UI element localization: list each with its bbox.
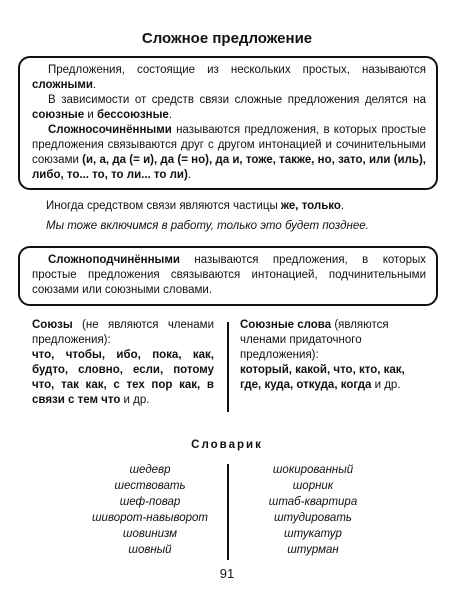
text: (являются членами придаточного предложения):	[240, 319, 389, 361]
section-title: Сложное предложение	[141, 30, 313, 47]
text: и др.	[120, 394, 150, 406]
dictionary-right-column	[238, 462, 388, 558]
dictionary-word: штурман	[287, 544, 339, 556]
dictionary-word: шовинизм	[122, 528, 178, 540]
column-header	[240, 318, 422, 363]
conjunction-list: (и, а, да (= и), да (= но), да и, тоже, также, но, зато, или (иль), либо, то... то, то ли... то ли)	[32, 154, 426, 181]
dictionary-title: Словарик	[191, 439, 263, 451]
definition-complex	[32, 63, 426, 93]
dictionary-word: шорник	[292, 480, 334, 492]
term-complex: сложными	[32, 79, 93, 91]
definition-box-compound	[18, 56, 438, 190]
dictionary-word: шедевр	[129, 464, 171, 476]
term-asyndetic: бессоюзные	[96, 109, 169, 121]
dictionary-left-column	[75, 462, 225, 558]
definition-types	[32, 93, 426, 123]
term-complex-subordinate: Сложноподчинёнными	[48, 254, 180, 266]
dictionary-word: шокированный	[272, 464, 354, 476]
definition-compound	[32, 123, 426, 183]
dictionary-word: шествовать	[114, 480, 186, 492]
text: .	[168, 109, 173, 121]
column-body	[32, 348, 214, 408]
column-body	[240, 363, 422, 393]
text: В зависимости от средств связи сложные предложения делятся на	[48, 94, 426, 106]
text: Предложения, состоящие из нескольких простых, называются	[48, 64, 426, 76]
dictionary-word: шеф-повар	[119, 496, 181, 508]
text: и др.	[371, 379, 401, 391]
dictionary-divider	[227, 464, 229, 560]
particles-note	[46, 199, 436, 214]
definition-box-complex	[18, 246, 438, 306]
dictionary-word: шовный	[128, 544, 172, 556]
column-divider	[227, 322, 229, 412]
conjunctive-words-list: который, какой, что, кто, как, где, куда, откуда, когда	[240, 364, 405, 391]
dictionary-word: штукатур	[284, 528, 342, 540]
definition-complex-subordinate	[32, 253, 426, 298]
column-header	[32, 318, 214, 348]
text: и	[84, 109, 97, 121]
page-number: 91	[219, 566, 235, 581]
conjunctions-column	[32, 318, 214, 408]
dictionary-word: штаб-квартира	[268, 496, 358, 508]
column-title: Союзные слова	[240, 319, 332, 331]
term-compound: Сложносочинёнными	[48, 124, 172, 136]
text: .	[92, 79, 97, 91]
example-sentence: Мы тоже включимся в работу, только это будет позднее.	[46, 220, 369, 232]
particles: же, только	[280, 200, 341, 212]
text: .	[340, 200, 345, 212]
column-title: Союзы	[32, 319, 73, 331]
text: называются предложения, в которых простые предложения связываются друг с другом интонацией и сочинительными союзами	[32, 124, 426, 166]
text: Иногда средством связи являются частицы	[46, 200, 281, 212]
conjunctions-list: что, чтобы, ибо, пока, как, будто, словно, если, потому что, так как, с тех пор как, в связи с тем что	[32, 349, 214, 406]
text: называются предложения, в которых простые предложения связываются интонацией, подчинительными союзами или союзными словами.	[32, 254, 426, 296]
dictionary-word: шиворот-навыворот	[92, 512, 208, 524]
dictionary-word: штудировать	[274, 512, 352, 524]
term-conjunctive: союзные	[32, 109, 85, 121]
conjunctive-words-column	[240, 318, 422, 393]
text: .	[187, 169, 192, 181]
text: (не являются членами предложения):	[32, 319, 214, 346]
